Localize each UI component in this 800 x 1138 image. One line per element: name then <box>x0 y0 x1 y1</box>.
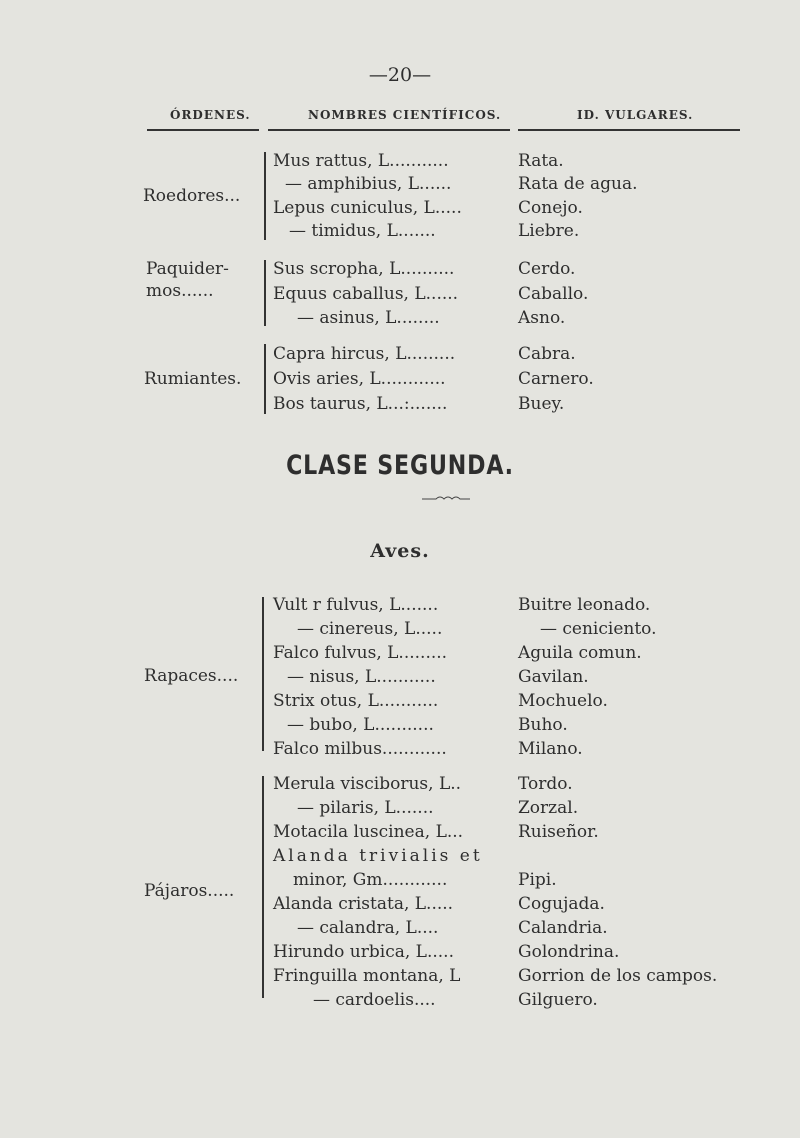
sci-name: — nisus, L........... <box>287 667 436 687</box>
order-rapaces: Rapaces.... <box>144 666 239 686</box>
sci-name: Falco fulvus, L......... <box>273 643 448 663</box>
brace-paquidermos <box>264 260 272 326</box>
sci-name: Bos taurus, L...:....... <box>273 394 448 414</box>
common-name: Mochuelo. <box>518 691 608 711</box>
sci-name: Ovis aries, L............ <box>273 369 446 389</box>
sci-name: Falco milbus............ <box>273 739 447 759</box>
sci-name: — cardoelis.... <box>313 990 436 1010</box>
page-number: —20— <box>368 64 432 86</box>
sci-name: Vult r fulvus, L....... <box>273 595 439 615</box>
sci-name: Equus caballus, L...... <box>273 284 459 304</box>
common-name: Zorzal. <box>518 798 579 818</box>
sci-name: Mus rattus, L........... <box>273 151 449 171</box>
sci-name: — calandra, L.... <box>297 918 439 938</box>
sci-name: minor, Gm............ <box>293 870 448 890</box>
common-name: Buho. <box>518 715 568 735</box>
header-orders: ÓRDENES. <box>170 108 251 122</box>
order-paquidermos: Paquider-mos...... <box>146 259 229 301</box>
sci-name: Alanda trivialis et <box>273 846 483 866</box>
class-title: CLASE SEGUNDA. <box>286 450 514 481</box>
order-pajaros: Pájaros..... <box>144 881 235 901</box>
subclass-title: Aves. <box>370 540 430 562</box>
common-name: Golondrina. <box>518 942 620 962</box>
common-name: Gavilan. <box>518 667 589 687</box>
sci-name: — cinereus, L..... <box>297 619 443 639</box>
common-name: Cerdo. <box>518 259 576 279</box>
sci-name: — amphibius, L...... <box>285 174 452 194</box>
common-name: Calandria. <box>518 918 608 938</box>
common-name: Cogujada. <box>518 894 605 914</box>
sci-name: — bubo, L........... <box>287 715 434 735</box>
sci-name: — timidus, L....... <box>289 221 436 241</box>
common-name: Tordo. <box>518 774 573 794</box>
order-rumiantes: Rumiantes. <box>144 369 242 389</box>
sci-name: Motacila luscinea, L... <box>273 822 464 842</box>
sci-name: Fringuilla montana, L <box>273 966 461 986</box>
common-name: — ceniciento. <box>540 619 657 639</box>
sci-name: Capra hircus, L......... <box>273 344 456 364</box>
header-scientific: NOMBRES CIENTÍFICOS. <box>308 108 502 122</box>
common-name: Carnero. <box>518 369 594 389</box>
common-name: Buey. <box>518 394 565 414</box>
common-name: Gilguero. <box>518 990 598 1010</box>
header-vulgar: ID. VULGARES. <box>577 108 694 122</box>
brace-roedores <box>264 152 272 240</box>
sci-name: Merula visciborus, L.. <box>273 774 462 794</box>
sci-name: Strix otus, L........... <box>273 691 439 711</box>
ornament-divider <box>420 494 472 502</box>
common-name: Asno. <box>518 308 566 328</box>
sci-name: Alanda cristata, L..... <box>273 894 454 914</box>
sci-name: — asinus, L........ <box>297 308 440 328</box>
header-rule-scientific <box>268 129 510 131</box>
header-rule-vulgar <box>518 129 740 131</box>
common-name: Buitre leonado. <box>518 595 651 615</box>
sci-name: Sus scropha, L.......... <box>273 259 455 279</box>
common-name: Aguila comun. <box>518 643 642 663</box>
brace-rumiantes <box>264 344 272 414</box>
common-name: Milano. <box>518 739 583 759</box>
sci-name: Hirundo urbica, L..... <box>273 942 454 962</box>
sci-name: Lepus cuniculus, L..... <box>273 198 462 218</box>
brace-pajaros <box>262 776 270 998</box>
common-name: Pipi. <box>518 870 557 890</box>
brace-rapaces <box>262 597 270 751</box>
common-name: Rata. <box>518 151 564 171</box>
sci-name: — pilaris, L....... <box>297 798 434 818</box>
common-name: Gorrion de los campos. <box>518 966 718 986</box>
common-name: Conejo. <box>518 198 583 218</box>
common-name: Rata de agua. <box>518 174 638 194</box>
common-name: Ruiseñor. <box>518 822 599 842</box>
order-roedores: Roedores... <box>143 186 241 206</box>
common-name: Caballo. <box>518 284 589 304</box>
header-rule-orders <box>147 129 259 131</box>
common-name: Cabra. <box>518 344 576 364</box>
common-name: Liebre. <box>518 221 580 241</box>
